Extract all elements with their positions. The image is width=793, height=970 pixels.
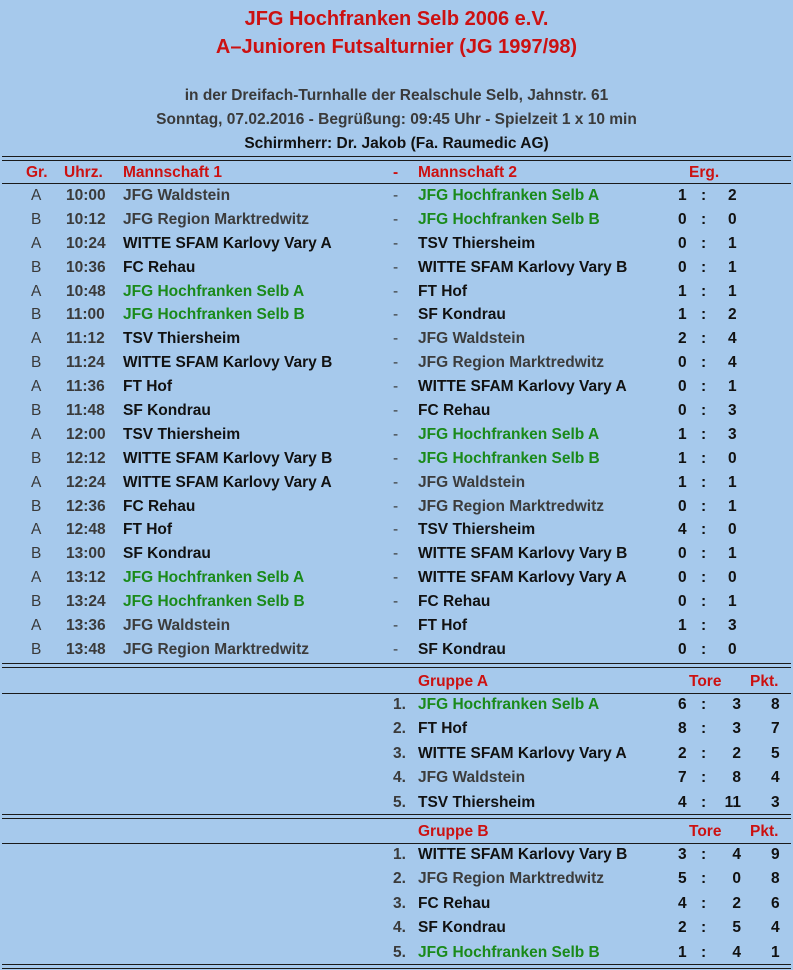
match-dash: - [393, 282, 399, 300]
standings-rank: 4. [393, 769, 406, 787]
match-time: 13:12 [66, 569, 106, 587]
match-group: A [31, 234, 42, 252]
match-score1: 0 [678, 234, 687, 252]
match-row [0, 448, 793, 472]
standings-team: JFG Hochfranken Selb B [418, 943, 600, 961]
match-score1: 1 [678, 449, 687, 467]
match-team2: TSV Thiersheim [418, 521, 536, 539]
standings-team: JFG Region Marktredwitz [418, 870, 605, 888]
match-team2: JFG Hochfranken Selb A [418, 187, 600, 204]
match-row [0, 519, 793, 543]
group-a-goals-label: Tore [689, 673, 722, 690]
match-team2: TSV Thiersheim [418, 234, 536, 252]
match-row [0, 233, 793, 257]
match-score-separator: : [701, 258, 707, 276]
match-team2: SF Kondrau [418, 640, 506, 658]
standings-points: 4 [771, 769, 780, 787]
match-dash: - [393, 234, 399, 252]
standings-points: 3 [771, 793, 780, 811]
standings-row [0, 844, 793, 868]
match-group: A [31, 569, 42, 587]
match-time: 12:48 [66, 521, 106, 539]
match-dash: - [393, 306, 399, 324]
standings-team: FC Rehau [418, 894, 491, 912]
match-row [0, 496, 793, 520]
match-group: B [31, 593, 42, 611]
standings-row [0, 868, 793, 892]
match-row [0, 257, 793, 281]
match-time: 11:24 [66, 354, 105, 372]
match-team2: SF Kondrau [418, 306, 506, 324]
match-dash: - [393, 473, 399, 491]
match-team1: JFG Waldstein [123, 617, 231, 635]
match-time: 11:36 [66, 378, 105, 396]
match-group: A [31, 617, 42, 635]
page-title: JFG Hochfranken Selb 2006 e.V. [244, 8, 549, 30]
standings-team: JFG Hochfranken Selb A [418, 696, 600, 713]
standings-team: JFG Waldstein [418, 769, 526, 787]
match-score-separator: : [701, 234, 707, 252]
standings-row [0, 792, 793, 816]
match-group: A [31, 187, 42, 204]
match-team1: TSV Thiersheim [123, 425, 241, 443]
match-team2: JFG Waldstein [418, 473, 526, 491]
standings-team: FT Hof [418, 720, 468, 738]
standings-points: 9 [771, 846, 780, 863]
group-b-points-label: Pkt. [750, 823, 779, 840]
match-dash: - [393, 402, 399, 420]
match-score2: 1 [728, 545, 737, 563]
standings-goals-against: 3 [732, 720, 741, 738]
match-row [0, 376, 793, 400]
standings-row [0, 694, 793, 718]
match-score-separator: : [701, 402, 707, 420]
match-score2: 3 [728, 617, 737, 635]
standings-rank: 2. [393, 870, 406, 888]
match-team2: FT Hof [418, 282, 468, 300]
match-team1: WITTE SFAM Karlovy Vary A [123, 473, 332, 491]
match-score1: 1 [678, 282, 687, 300]
standings-goals-against: 5 [732, 919, 741, 937]
match-row [0, 543, 793, 567]
standings-goals-against: 4 [732, 943, 741, 961]
standings-rank: 2. [393, 720, 406, 738]
match-group: A [31, 473, 42, 491]
match-group: B [31, 449, 42, 467]
match-team2: JFG Waldstein [418, 330, 526, 348]
match-group: A [31, 330, 42, 348]
standings-row [0, 767, 793, 791]
standings-points: 7 [771, 720, 780, 738]
match-score1: 0 [678, 569, 687, 587]
standings-points: 8 [771, 696, 780, 713]
match-time: 10:24 [66, 234, 106, 252]
match-score1: 4 [678, 521, 687, 539]
match-score2: 1 [728, 473, 737, 491]
match-dash: - [393, 521, 399, 539]
page-subtitle: A–Junioren Futsalturnier (JG 1997/98) [215, 36, 578, 58]
match-team2: JFG Hochfranken Selb A [418, 425, 600, 443]
match-time: 11:12 [66, 330, 105, 348]
col-header-team1: Mannschaft 1 [123, 164, 223, 181]
match-dash: - [393, 617, 399, 635]
match-score1: 0 [678, 545, 687, 563]
match-team1: WITTE SFAM Karlovy Vary B [123, 354, 333, 372]
match-team2: JFG Region Marktredwitz [418, 497, 605, 515]
standings-goal-separator: : [701, 870, 707, 888]
match-group: A [31, 425, 42, 443]
match-dash: - [393, 640, 399, 658]
match-dash: - [393, 425, 399, 443]
match-team1: SF Kondrau [123, 402, 211, 420]
standings-goals-against: 0 [732, 870, 741, 888]
match-score2: 4 [728, 354, 737, 372]
match-group: B [31, 497, 42, 515]
match-score1: 1 [678, 187, 687, 204]
standings-goal-separator: : [701, 793, 707, 811]
match-row [0, 328, 793, 352]
match-time: 13:36 [66, 617, 106, 635]
match-time: 10:00 [66, 187, 106, 204]
match-team1: FT Hof [123, 378, 173, 396]
standings-row [0, 917, 793, 941]
standings-team: WITTE SFAM Karlovy Vary A [418, 744, 627, 762]
match-score1: 2 [678, 330, 687, 348]
match-score1: 0 [678, 378, 687, 396]
match-group: A [31, 521, 42, 539]
divider [2, 183, 791, 184]
match-group: A [31, 378, 42, 396]
match-team2: FT Hof [418, 617, 468, 635]
match-group: B [31, 545, 42, 563]
match-dash: - [393, 210, 399, 228]
match-row [0, 591, 793, 615]
match-score-separator: : [701, 473, 707, 491]
standings-goal-separator: : [701, 696, 707, 713]
divider [2, 156, 791, 161]
group-b-goals-label: Tore [689, 823, 722, 840]
group-b-title: Gruppe B [418, 823, 489, 840]
match-row [0, 281, 793, 305]
match-row [0, 615, 793, 639]
match-row [0, 352, 793, 376]
match-score2: 1 [728, 282, 737, 300]
match-score-separator: : [701, 354, 707, 372]
standings-goals-for: 2 [678, 744, 687, 762]
match-dash: - [393, 497, 399, 515]
standings-rank: 5. [393, 943, 406, 961]
standings-points: 5 [771, 744, 780, 762]
match-score2: 1 [728, 497, 737, 515]
match-team1: JFG Region Marktredwitz [123, 640, 310, 658]
match-team1: JFG Hochfranken Selb A [123, 569, 305, 587]
standings-goals-for: 7 [678, 769, 687, 787]
group-a-points-label: Pkt. [750, 673, 779, 690]
match-score1: 1 [678, 473, 687, 491]
match-row [0, 185, 793, 209]
match-team1: JFG Waldstein [123, 187, 231, 204]
match-score1: 1 [678, 425, 687, 443]
match-team1: WITTE SFAM Karlovy Vary A [123, 234, 332, 252]
match-dash: - [393, 593, 399, 611]
match-team2: WITTE SFAM Karlovy Vary A [418, 378, 627, 396]
match-score-separator: : [701, 569, 707, 587]
match-score-separator: : [701, 378, 707, 396]
standings-rank: 3. [393, 744, 406, 762]
standings-row [0, 893, 793, 917]
col-header-result: Erg. [689, 164, 720, 181]
standings-goals-against: 8 [732, 769, 741, 787]
match-time: 10:48 [66, 282, 106, 300]
match-group: B [31, 258, 42, 276]
standings-goals-against: 2 [732, 894, 741, 912]
match-score2: 0 [728, 210, 737, 228]
venue-text: in der Dreifach-Turnhalle der Realschule Selb, Jahnstr. 61 [184, 87, 609, 104]
match-group: B [31, 640, 42, 658]
match-time: 13:24 [66, 593, 106, 611]
match-dash: - [393, 378, 399, 396]
standings-row [0, 743, 793, 767]
match-time: 13:00 [66, 545, 106, 563]
match-time: 13:48 [66, 640, 106, 658]
standings-points: 8 [771, 870, 780, 888]
match-score2: 3 [728, 402, 737, 420]
match-score-separator: : [701, 449, 707, 467]
match-score2: 1 [728, 593, 737, 611]
match-team1: JFG Hochfranken Selb A [123, 282, 305, 300]
match-team2: JFG Hochfranken Selb B [418, 210, 600, 228]
match-team2: FC Rehau [418, 402, 491, 420]
match-team1: JFG Hochfranken Selb B [123, 306, 305, 324]
match-score-separator: : [701, 306, 707, 324]
match-row [0, 400, 793, 424]
match-score2: 1 [728, 234, 737, 252]
match-team2: JFG Region Marktredwitz [418, 354, 605, 372]
match-time: 10:12 [66, 210, 106, 228]
standings-goal-separator: : [701, 894, 707, 912]
match-score2: 3 [728, 425, 737, 443]
group-a-title: Gruppe A [418, 673, 489, 690]
match-score2: 0 [728, 640, 737, 658]
match-time: 12:24 [66, 473, 106, 491]
match-group: A [31, 282, 42, 300]
standings-goal-separator: : [701, 769, 707, 787]
match-score-separator: : [701, 545, 707, 563]
patron-text: Schirmherr: Dr. Jakob (Fa. Raumedic AG) [244, 135, 549, 152]
standings-points: 4 [771, 919, 780, 937]
standings-points: 6 [771, 894, 780, 912]
standings-goals-against: 2 [732, 744, 741, 762]
match-row [0, 209, 793, 233]
match-score-separator: : [701, 521, 707, 539]
match-dash: - [393, 449, 399, 467]
match-score-separator: : [701, 593, 707, 611]
match-score2: 0 [728, 449, 737, 467]
match-team1: FC Rehau [123, 258, 196, 276]
match-dash: - [393, 545, 399, 563]
match-row [0, 639, 793, 663]
match-score2: 2 [728, 187, 737, 204]
match-time: 10:36 [66, 258, 106, 276]
standings-rank: 5. [393, 793, 406, 811]
match-time: 12:12 [66, 449, 106, 467]
match-score-separator: : [701, 617, 707, 635]
match-team1: SF Kondrau [123, 545, 211, 563]
match-row [0, 304, 793, 328]
standings-team: TSV Thiersheim [418, 793, 536, 811]
match-team1: JFG Region Marktredwitz [123, 210, 310, 228]
col-header-time: Uhrz. [64, 164, 103, 181]
match-score2: 0 [728, 569, 737, 587]
match-group: B [31, 306, 42, 324]
standings-team: SF Kondrau [418, 919, 506, 937]
match-score-separator: : [701, 330, 707, 348]
match-row [0, 567, 793, 591]
group-b-standings [0, 844, 793, 966]
match-score1: 1 [678, 617, 687, 635]
match-score1: 0 [678, 210, 687, 228]
standings-row [0, 942, 793, 966]
standings-rank: 1. [393, 696, 406, 713]
match-score-separator: : [701, 425, 707, 443]
standings-goals-for: 4 [678, 793, 687, 811]
match-list [0, 185, 793, 663]
match-team1: FC Rehau [123, 497, 196, 515]
standings-goals-against: 3 [732, 696, 741, 713]
standings-team: WITTE SFAM Karlovy Vary B [418, 846, 628, 863]
match-group: B [31, 210, 42, 228]
col-header-team2: Mannschaft 2 [418, 164, 518, 181]
col-header-group: Gr. [26, 164, 48, 181]
group-a-standings [0, 694, 793, 816]
match-time: 11:48 [66, 402, 105, 420]
standings-rank: 3. [393, 894, 406, 912]
match-score-separator: : [701, 210, 707, 228]
standings-rank: 4. [393, 919, 406, 937]
standings-goals-for: 1 [678, 943, 687, 961]
match-time: 12:36 [66, 497, 106, 515]
divider [2, 814, 791, 819]
standings-rank: 1. [393, 846, 406, 863]
match-row [0, 424, 793, 448]
standings-row [0, 718, 793, 742]
standings-goals-for: 8 [678, 720, 687, 738]
standings-goals-for: 3 [678, 846, 687, 863]
match-score-separator: : [701, 187, 707, 204]
col-header-dash: - [393, 164, 399, 181]
match-dash: - [393, 258, 399, 276]
standings-goal-separator: : [701, 744, 707, 762]
match-dash: - [393, 569, 399, 587]
divider [2, 663, 791, 668]
match-team2: WITTE SFAM Karlovy Vary B [418, 258, 628, 276]
match-dash: - [393, 330, 399, 348]
standings-goals-for: 4 [678, 894, 687, 912]
match-team2: WITTE SFAM Karlovy Vary B [418, 545, 628, 563]
match-score1: 0 [678, 640, 687, 658]
standings-goal-separator: : [701, 919, 707, 937]
match-score1: 0 [678, 497, 687, 515]
standings-goals-against: 4 [732, 846, 741, 863]
match-score-separator: : [701, 497, 707, 515]
match-score2: 1 [728, 378, 737, 396]
match-dash: - [393, 354, 399, 372]
match-row [0, 472, 793, 496]
match-score1: 0 [678, 258, 687, 276]
match-time: 12:00 [66, 425, 106, 443]
standings-goal-separator: : [701, 846, 707, 863]
date-text: Sonntag, 07.02.2016 - Begrüßung: 09:45 Uhr - Spielzeit 1 x 10 min [156, 111, 637, 128]
standings-goal-separator: : [701, 943, 707, 961]
match-time: 11:00 [66, 306, 105, 324]
match-score1: 0 [678, 593, 687, 611]
match-team2: WITTE SFAM Karlovy Vary A [418, 569, 627, 587]
match-team1: WITTE SFAM Karlovy Vary B [123, 449, 333, 467]
match-dash: - [393, 187, 399, 204]
divider [2, 964, 791, 969]
match-team1: JFG Hochfranken Selb B [123, 593, 305, 611]
match-score1: 0 [678, 402, 687, 420]
match-team1: FT Hof [123, 521, 173, 539]
match-score2: 2 [728, 306, 737, 324]
match-team2: JFG Hochfranken Selb B [418, 449, 600, 467]
match-score2: 0 [728, 521, 737, 539]
standings-goals-for: 5 [678, 870, 687, 888]
match-team2: FC Rehau [418, 593, 491, 611]
match-score1: 0 [678, 354, 687, 372]
match-score1: 1 [678, 306, 687, 324]
match-group: B [31, 354, 42, 372]
standings-goals-for: 2 [678, 919, 687, 937]
match-score-separator: : [701, 640, 707, 658]
standings-points: 1 [771, 943, 780, 961]
match-score2: 1 [728, 258, 737, 276]
standings-goals-for: 6 [678, 696, 687, 713]
match-team1: TSV Thiersheim [123, 330, 241, 348]
match-group: B [31, 402, 42, 420]
match-score-separator: : [701, 282, 707, 300]
standings-goal-separator: : [701, 720, 707, 738]
standings-goals-against: 11 [724, 793, 741, 811]
match-score2: 4 [728, 330, 737, 348]
